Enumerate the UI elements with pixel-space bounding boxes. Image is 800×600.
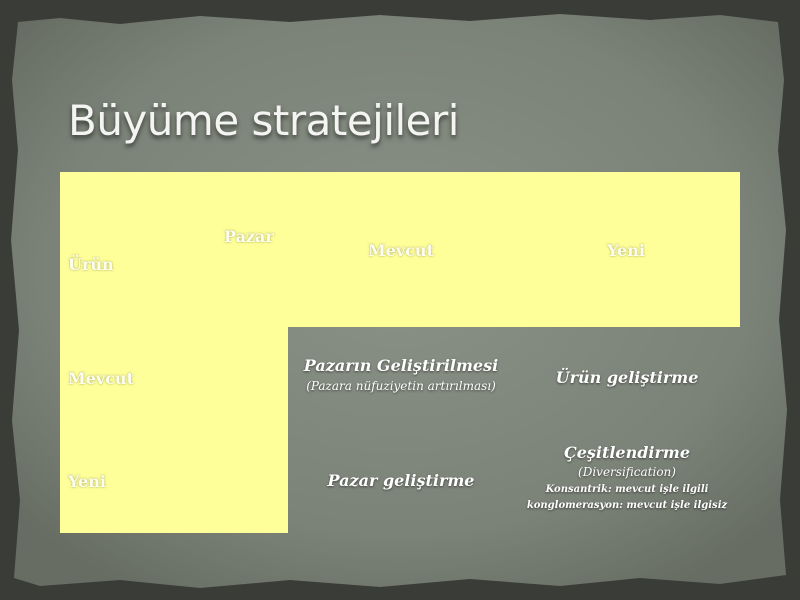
header-label-existing: Mevcut <box>368 241 434 260</box>
cell-market-development <box>288 471 514 490</box>
row-label-existing: Mevcut <box>68 369 134 388</box>
conglomerate-note: konglomerasyon: mevcut işle ilgisiz <box>526 500 728 511</box>
cell-market-penetration <box>288 356 514 393</box>
market-penetration-title: Pazarın Geliştirilmesi <box>303 356 499 375</box>
diversification-subtitle: (Diversification) <box>578 465 676 479</box>
corner-label-market: Pazar <box>224 227 274 246</box>
row-label-new: Yeni <box>68 472 106 491</box>
concentric-note: Konsantrik: mevcut işle ilgili <box>545 484 709 495</box>
cell-product-development <box>514 368 740 387</box>
market-penetration-subtitle: (Pazara nüfuziyetin artırılması) <box>306 379 496 393</box>
product-development-label: Ürün geliştirme <box>555 368 699 387</box>
market-development-label: Pazar geliştirme <box>327 471 475 490</box>
header-cell-existing <box>288 172 514 327</box>
corner-label-product: Ürün <box>68 255 114 274</box>
row-header-cell-new <box>60 430 288 533</box>
row-header-cell-existing <box>60 326 288 430</box>
matrix-corner-cell <box>60 172 288 327</box>
cell-diversification <box>514 443 740 511</box>
header-cell-new <box>514 172 740 327</box>
diversification-title: Çeşitlendirme <box>563 443 691 462</box>
slide-title: Büyüme stratejileri <box>68 96 459 145</box>
header-label-new: Yeni <box>607 241 645 260</box>
